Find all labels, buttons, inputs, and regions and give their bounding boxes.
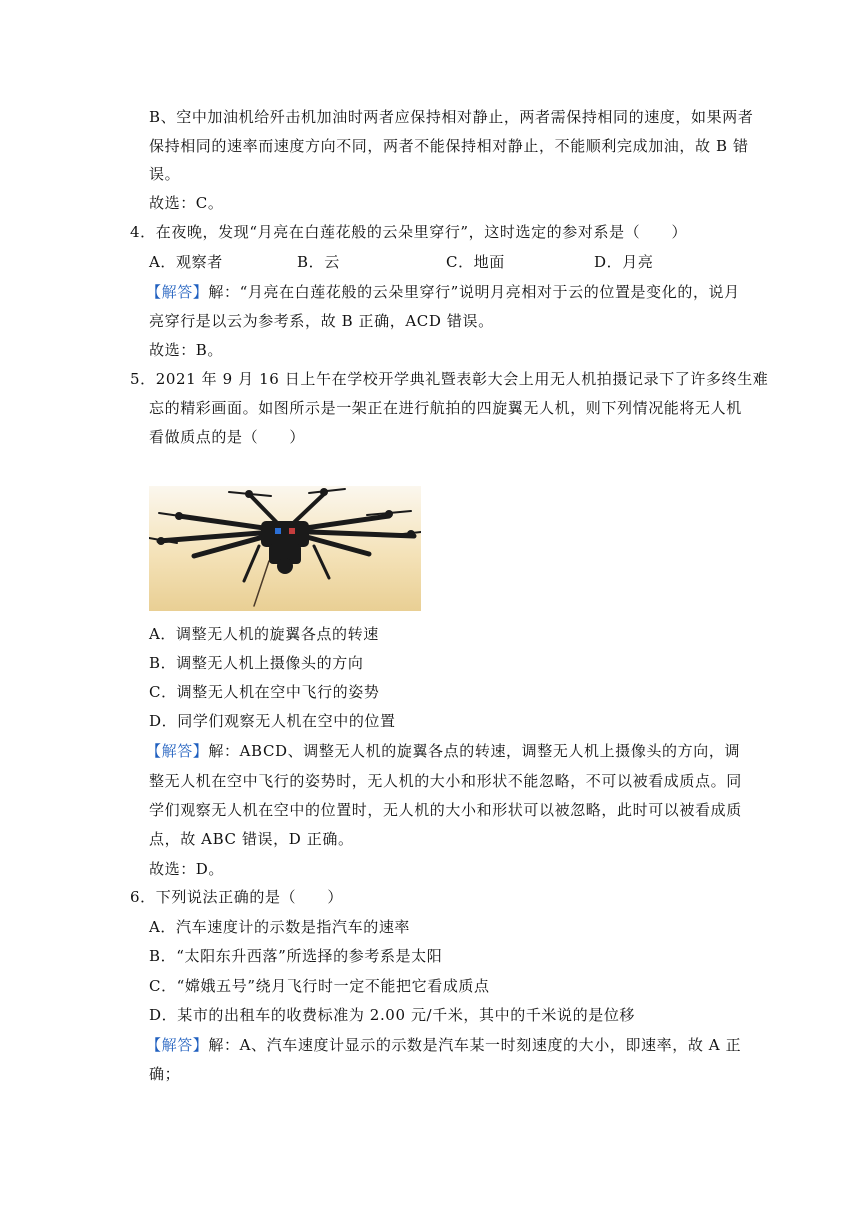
- prev-answer-line-1: B、空中加油机给歼击机加油时两者应保持相对静止，两者需保持相同的速度，如果两者: [149, 108, 754, 126]
- q6-option-b: B．“太阳东升西落”所选择的参考系是太阳: [149, 947, 443, 965]
- q5-answer-line-3: 学们观察无人机在空中的位置时，无人机的大小和形状可以被忽略，此时可以被看成质: [149, 801, 742, 819]
- q4-answer-line-1: [146, 282, 740, 302]
- q5-option-d: D．同学们观察无人机在空中的位置: [149, 712, 396, 730]
- q4-option-b: B．云: [297, 253, 340, 271]
- q5-option-a: A．调整无人机的旋翼各点的转速: [149, 625, 379, 643]
- q4-choice: 故选：B。: [149, 341, 224, 359]
- q6-stem: 6．下列说法正确的是（ ）: [130, 888, 343, 906]
- q5-stem-line-2: 忘的精彩画面。如图所示是一架正在进行航拍的四旋翼无人机，则下列情况能将无人机: [149, 399, 742, 417]
- q4-option-d: D．月亮: [594, 253, 654, 271]
- q5-stem-line-3: 看做质点的是（ ）: [149, 428, 306, 446]
- q4-option-a: A．观察者: [149, 253, 223, 271]
- q4-option-c: C．地面: [446, 253, 505, 271]
- q5-stem-line-1: 5．2021 年 9 月 16 日上午在学校开学典礼暨表彰大会上用无人机拍摄记录下了许多终生难: [130, 370, 769, 388]
- q5-choice: 故选：D。: [149, 860, 225, 878]
- drone-illustration: [149, 486, 421, 611]
- q4-stem: 4．在夜晚，发现“月亮在白莲花般的云朵里穿行”，这时选定的参对系是（ ）: [130, 223, 688, 241]
- q6-answer-line-2: 确；: [149, 1065, 181, 1083]
- q6-option-a: A．汽车速度计的示数是指汽车的速率: [149, 918, 411, 936]
- q4-answer-tag: 【解答】: [146, 283, 209, 301]
- q6-answer-text: 解：A、汽车速度计显示的示数是汽车某一时刻速度的大小，即速率，故 A 正: [208, 1036, 742, 1054]
- q5-answer-line-4: 点，故 ABC 错误，D 正确。: [149, 830, 354, 848]
- q5-option-b: B．调整无人机上摄像头的方向: [149, 654, 364, 672]
- drone-photo: [149, 486, 421, 611]
- q5-answer-tag: 【解答】: [146, 742, 209, 760]
- q5-answer-line-1: [146, 741, 740, 761]
- q4-answer-text: 解：“月亮在白莲花般的云朵里穿行”说明月亮相对于云的位置是变化的，说月: [208, 283, 740, 301]
- prev-choice: 故选：C。: [149, 194, 224, 212]
- q5-option-c: C．调整无人机在空中飞行的姿势: [149, 683, 380, 701]
- q6-answer-line-1: [146, 1035, 741, 1055]
- q5-answer-text: 解：ABCD、调整无人机的旋翼各点的转速，调整无人机上摄像头的方向，调: [208, 742, 741, 760]
- q5-answer-line-2: 整无人机在空中飞行的姿势时，无人机的大小和形状不能忽略，不可以被看成质点。同: [149, 772, 742, 790]
- q6-option-c: C．“嫦娥五号”绕月飞行时一定不能把它看成质点: [149, 977, 490, 995]
- prev-answer-line-3: 误。: [149, 165, 181, 183]
- prev-answer-line-2: 保持相同的速率而速度方向不同，两者不能保持相对静止，不能顺利完成加油，故 B 错: [149, 137, 749, 155]
- q6-answer-tag: 【解答】: [146, 1036, 209, 1054]
- q4-answer-line-2: 亮穿行是以云为参考系，故 B 正确，ACD 错误。: [149, 312, 494, 330]
- q6-option-d: D．某市的出租车的收费标准为 2.00 元/千米，其中的千米说的是位移: [149, 1006, 636, 1024]
